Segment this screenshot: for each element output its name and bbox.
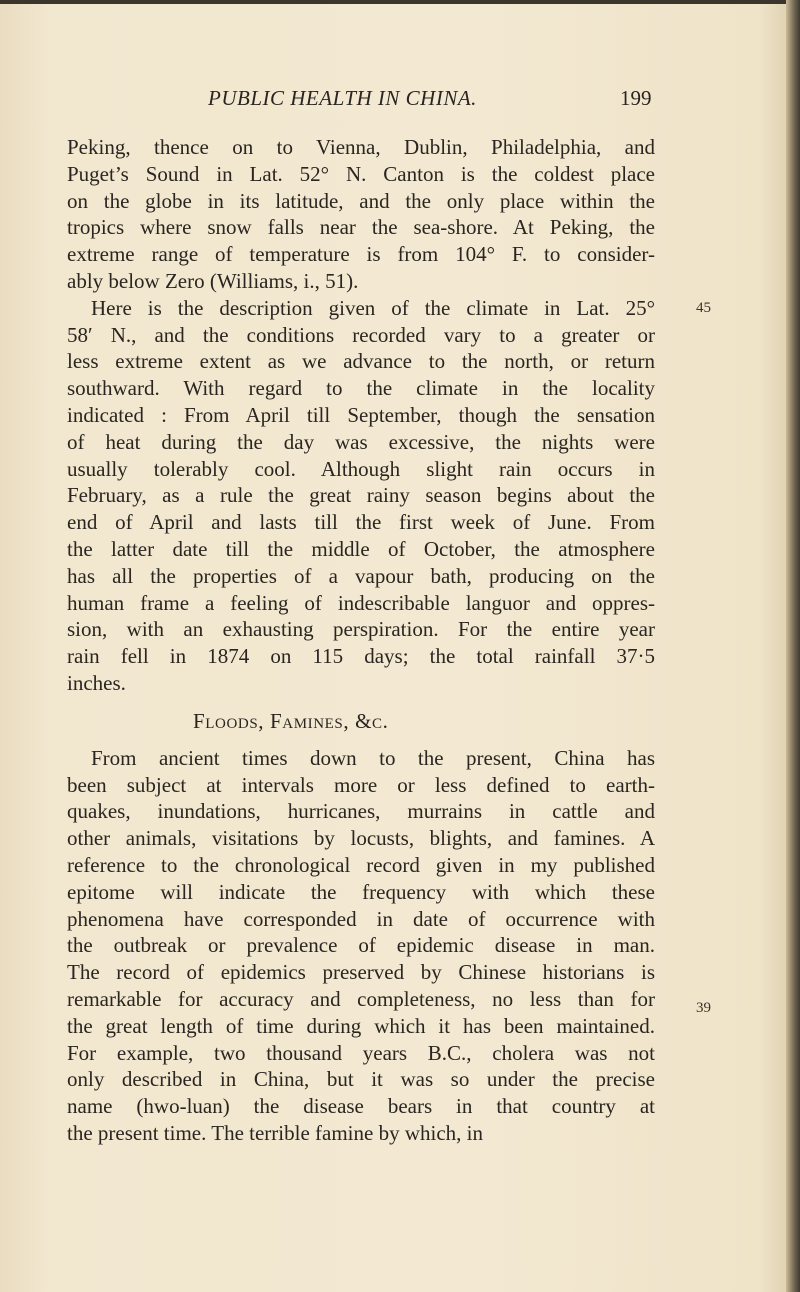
text-line: rain fell in 1874 on 115 days; the total rainfall 37·5 <box>67 644 655 669</box>
text-line: indicated : From April till September, though the sensation <box>67 402 655 427</box>
text-line: inches. <box>67 670 126 695</box>
section-heading: Floods, Famines, &c. <box>193 708 389 733</box>
text-line: of heat during the day was excessive, the nights were <box>67 429 655 454</box>
text-line: the present time. The terrible famine by which, in <box>67 1120 483 1145</box>
text-line: the great length of time during which it has been maintained. <box>67 1013 655 1038</box>
paragraph-1 <box>67 134 655 295</box>
text-line: other animals, visitations by locusts, blights, and famines. A <box>67 826 655 851</box>
running-title: PUBLIC HEALTH IN CHINA. <box>208 86 477 110</box>
text-line: has all the properties of a vapour bath, producing on the <box>67 563 655 588</box>
text-line: Here is the description given of the climate in Lat. 25° <box>91 295 655 320</box>
text-line: extreme range of temperature is from 104° F. to consider- <box>67 242 655 267</box>
text-line: sion, with an exhausting perspiration. For the entire year <box>67 617 655 642</box>
text-line: Puget’s Sound in Lat. 52° N. Canton is the coldest place <box>67 161 655 186</box>
text-line: southward. With regard to the climate in the locality <box>67 376 655 401</box>
margin-note-45: 45 <box>696 300 711 316</box>
text-line: Peking, thence on to Vienna, Dublin, Philadelphia, and <box>67 135 655 159</box>
page-number: 199 <box>620 86 652 110</box>
text-line: From ancient times down to the present, China has <box>91 745 655 770</box>
text-line: name (hwo-luan) the disease bears in that country at <box>67 1094 655 1119</box>
margin-note-39: 39 <box>696 1000 711 1016</box>
text-line: epitome will indicate the frequency with which these <box>67 879 655 904</box>
text-line: February, as a rule the great rainy season begins about the <box>67 483 655 508</box>
page-header <box>0 84 800 114</box>
text-line: the outbreak or prevalence of epidemic disease in man. <box>67 933 655 958</box>
paragraph-2 <box>67 295 655 697</box>
text-line: phenomena have corresponded in date of occurrence with <box>67 906 655 931</box>
text-line: on the globe in its latitude, and the only place within the <box>67 188 655 213</box>
body-text <box>67 134 655 1147</box>
text-line: the latter date till the middle of October, the atmosphere <box>67 536 655 561</box>
text-line: human frame a feeling of indescribable languor and oppres- <box>67 590 655 615</box>
text-line: only described in China, but it was so under the precise <box>67 1067 655 1092</box>
text-line: usually tolerably cool. Although slight rain occurs in <box>67 456 655 481</box>
text-line: quakes, inundations, hurricanes, murrains in cattle and <box>67 799 655 824</box>
text-line: reference to the chronological record given in my published <box>67 852 655 877</box>
page-binding-edge <box>786 0 800 1292</box>
text-line: less extreme extent as we advance to the north, or return <box>67 349 655 374</box>
text-line: been subject at intervals more or less defined to earth- <box>67 772 655 797</box>
paragraph-3 <box>67 745 655 1147</box>
text-line: 58′ N., and the conditions recorded vary to a greater or <box>67 322 655 347</box>
page-top-edge <box>0 0 800 4</box>
text-line: remarkable for accuracy and completeness, no less than for <box>67 986 655 1011</box>
text-line: The record of epidemics preserved by Chinese historians is <box>67 960 655 985</box>
text-line: end of April and lasts till the first week of June. From <box>67 510 655 535</box>
text-line: ably below Zero (Williams, i., 51). <box>67 268 359 293</box>
text-line: For example, two thousand years B.C., cholera was not <box>67 1040 655 1065</box>
text-line: tropics where snow falls near the sea-shore. At Peking, the <box>67 215 655 240</box>
